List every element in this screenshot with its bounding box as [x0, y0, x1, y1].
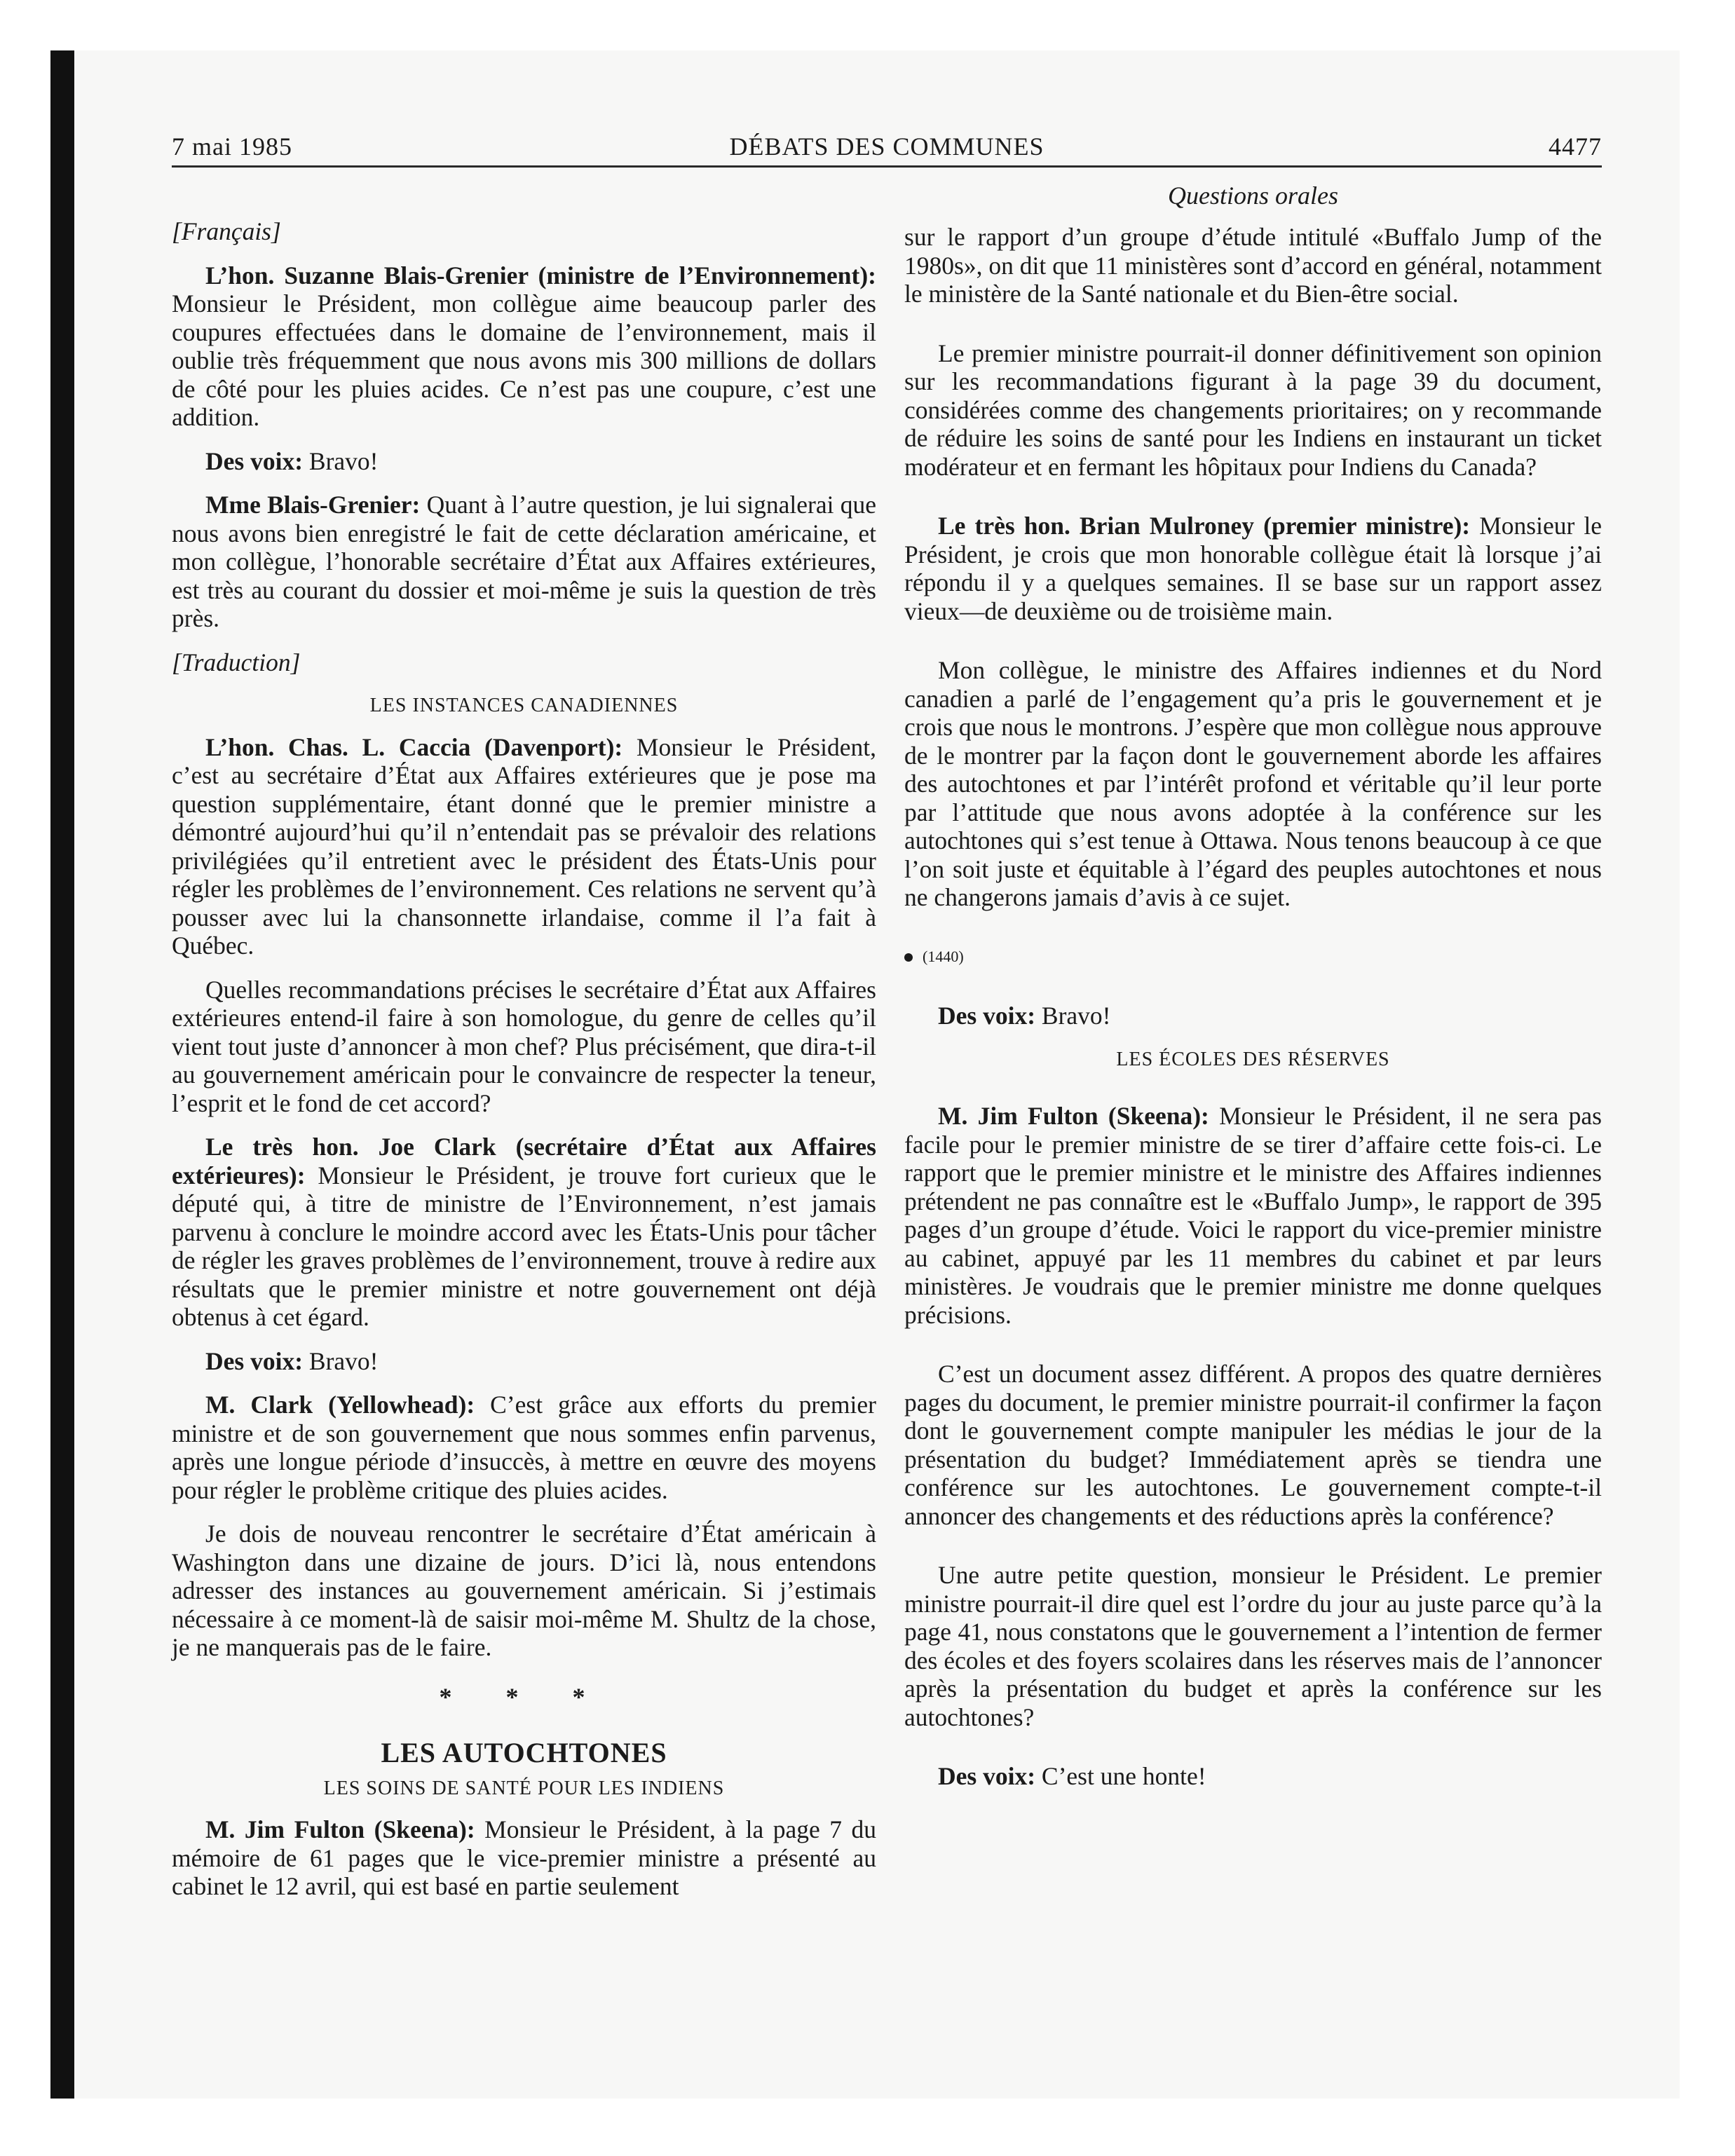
paragraph: C’est un document assez différent. A propos des quatre dernières pages du document, le premier ministre pourrait-il confirmer la façon dont le gouvernement compte manipuler les médias le jour de la présentation du budget? Immédiatement après se tiendra une conférence sur les autochtones. Le gouvernement compte-t-il annoncer des changements et des réductions après la conférence? [904, 1360, 1602, 1530]
speech-text: C’est une honte! [1035, 1762, 1206, 1790]
header-title: DÉBATS DES COMMUNES [729, 132, 1045, 161]
speaker-name: Le très hon. Joe Clark (secrétaire d’État aux Affaires extérieures): [172, 1133, 876, 1189]
header-date: 7 mai 1985 [172, 132, 292, 161]
section-separator: * * * [439, 1682, 609, 1711]
major-heading: LES AUTOCHTONES [381, 1737, 667, 1768]
paragraph: Quelles recommandations précises le secrétaire d’État aux Affaires extérieures entend-il faire à son homologue, du genre de celles qu’il vient tout juste d’annoncer à mon chef? Plus précisément, que dira-t-il au gouvernement américain pour le convaincre de respecter la teneur, l’esprit et le fond de cet accord? [172, 975, 876, 1117]
speech-text: Bravo! [303, 446, 379, 475]
timestamp-marker [904, 943, 1602, 971]
paragraph [172, 491, 876, 633]
paragraph [904, 1762, 1602, 1791]
paragraph: Je dois de nouveau rencontrer le secrétaire d’État américain à Washington dans une dizaine de jours. D’ici là, nous entendons adresser des instances au gouvernement américain. Si j’estimais nécessaire à ce moment-là de saisir moi-même M. Shultz de la chose, je ne manquerais pas de le faire. [172, 1520, 876, 1661]
paragraph [904, 512, 1602, 625]
speaker-name: Des voix: [205, 1346, 304, 1375]
left-column [172, 217, 876, 1916]
language-marker: [Français] [172, 217, 281, 245]
speech-text: Monsieur le Président, mon collègue aime beaucoup parler des coupures effectuées dans le domaine de l’environnement, mais il oublie très fréquemment que nous avons mis 300 millions de dollars de côté pour les pluies acides. Ce n’est pas une coupure, c’est une addition. [172, 289, 876, 431]
paragraph [904, 1102, 1602, 1329]
running-head [172, 126, 1602, 168]
language-marker: [Traduction] [172, 648, 301, 676]
speaker-name: L’hon. Chas. L. Caccia (Davenport): [205, 732, 623, 761]
header-page-number: 4477 [1549, 132, 1602, 161]
speaker-name: M. Jim Fulton (Skeena): [938, 1102, 1209, 1130]
paragraph [172, 1391, 876, 1504]
speaker-name: Le très hon. Brian Mulroney (premier ministre): [938, 512, 1471, 540]
speech-text: Monsieur le Président, je crois que mon honorable collègue était là lorsque j’ai répondu il y a quelques semaines. Il se base sur un rapport assez vieux—de deuxième ou de troisième main. [904, 512, 1602, 625]
speech-text: Quant à l’autre question, je lui signalerai que nous avons bien enregistré le fait de cette déclaration américaine, et mon collègue, l’honorable secrétaire d’État aux Affaires extérieures, est très au courant du dossier et moi-même je suis la question de très près. [172, 491, 876, 632]
speaker-name: Mme Blais-Grenier: [205, 491, 421, 519]
speaker-name: Des voix: [938, 1762, 1036, 1790]
paragraph [904, 1002, 1602, 1030]
subheading: LES SOINS DE SANTÉ POUR LES INDIENS [323, 1777, 725, 1799]
speaker-name: M. Clark (Yellowhead): [205, 1391, 475, 1419]
paragraph [172, 1815, 876, 1901]
paragraph: Le premier ministre pourrait-il donner définitivement son opinion sur les recommandations figurant à la page 39 du document, considérées comme des changements prioritaires; on y recommande de réduire les soins de santé pour les Indiens en instaurant un ticket modérateur et en fermant les hôpitaux pour Indiens du Canada? [904, 339, 1602, 481]
speech-text: Bravo! [1035, 1002, 1111, 1030]
paragraph [172, 1347, 876, 1376]
paragraph: sur le rapport d’un groupe d’étude intitulé «Buffalo Jump of the 1980s», on dit que 11 ministères sont d’accord en général, notamment le ministère de la Santé nationale et du Bien-être social. [904, 223, 1602, 308]
right-column [904, 223, 1602, 1822]
speech-text: Monsieur le Président, c’est au secrétaire d’État aux Affaires extérieures que je pose ma question supplémentaire, étant donné que le premier ministre a démontré aujourd’hui qu’il n’entendait pas se prévaloir des relations privilégiées qu’il entretient avec le président des États-Unis pour régler les problèmes de l’environnement. Ces relations ne servent qu’à pousser avec lui la chansonnette irlandaise, comme il l’a fait à Québec. [172, 732, 877, 960]
speech-text: Monsieur le Président, je trouve fort curieux que le député qui, à titre de ministre de l’Environnement, n’est jamais parvenu à conclure le moindre accord avec les États-Unis pour tâcher de régler les graves problèmes de l’environnement, trouve à redire aux résultats que le premier ministre et notre gouvernement ont déjà obtenus à cet égard. [172, 1161, 876, 1331]
paragraph: Mon collègue, le ministre des Affaires indiennes et du Nord canadien a parlé de l’engagement qu’a pris le gouvernement et je crois que nous le montrons. J’espère que mon collègue nous approuve de le montrer par la façon dont le gouvernement aborde les affaires des autochtones et par l’intérêt profond et véritable qu’il leur porte par l’attitude que nous avons adoptée à la conférence sur les autochtones qui s’est tenue à Ottawa. Nous tenons beaucoup à ce que l’on soit juste et équitable à l’égard des peuples autochtones et nous ne changerons jamais d’avis à ce sujet. [904, 656, 1602, 911]
speaker-name: Des voix: [205, 446, 304, 475]
paragraph: Une autre petite question, monsieur le Président. Le premier ministre pourrait-il dire quel est l’ordre du jour au juste parce qu’à la page 41, nous constatons que le gouvernement a l’intention de fermer des écoles et des foyers scolaires dans les réserves mais de l’annoncer après la présentation du budget et après la conférence sur les autochtones? [904, 1561, 1602, 1731]
paragraph [172, 261, 876, 432]
speaker-name: L’hon. Suzanne Blais-Grenier (ministre de l’Environnement): [205, 261, 876, 289]
bullet-dot-icon [904, 953, 913, 962]
timestamp-text: (1440) [923, 947, 964, 965]
section-label: Questions orales [1168, 182, 1338, 210]
subheading: LES ÉCOLES DES RÉSERVES [1116, 1048, 1390, 1070]
speech-text: C’est grâce aux efforts du premier ministre et de son gouvernement que nous sommes enfin parvenus, après une longue période d’insuccès, à mettre en œuvre des moyens pour régler le problème critique des pluies acides. [172, 1391, 876, 1504]
speech-text: Bravo! [303, 1346, 379, 1375]
speaker-name: M. Jim Fulton (Skeena): [205, 1815, 475, 1843]
speaker-name: Des voix: [938, 1002, 1036, 1030]
speech-text: Monsieur le Président, à la page 7 du mémoire de 61 pages que le vice-premier ministre a présenté au cabinet le 12 avril, qui est basé en partie seulement [172, 1815, 876, 1900]
speech-text: Monsieur le Président, il ne sera pas facile pour le premier ministre de se tirer d’affaire cette fois-ci. Le rapport que le premier ministre et le ministre des Affaires indiennes prétendent ne pas connaître est le «Buffalo Jump», le rapport de 395 pages d’un groupe d’étude. Voici le rapport du vice-premier ministre au cabinet, appuyé par les 11 membres du cabinet et par leurs ministères. Je voudrais que le premier ministre me donne quelques précisions. [904, 1102, 1602, 1329]
paragraph [172, 733, 876, 960]
subheading: LES INSTANCES CANADIENNES [369, 695, 679, 716]
paragraph [172, 447, 876, 476]
binding-strip [50, 50, 74, 2099]
paragraph [172, 1133, 876, 1332]
